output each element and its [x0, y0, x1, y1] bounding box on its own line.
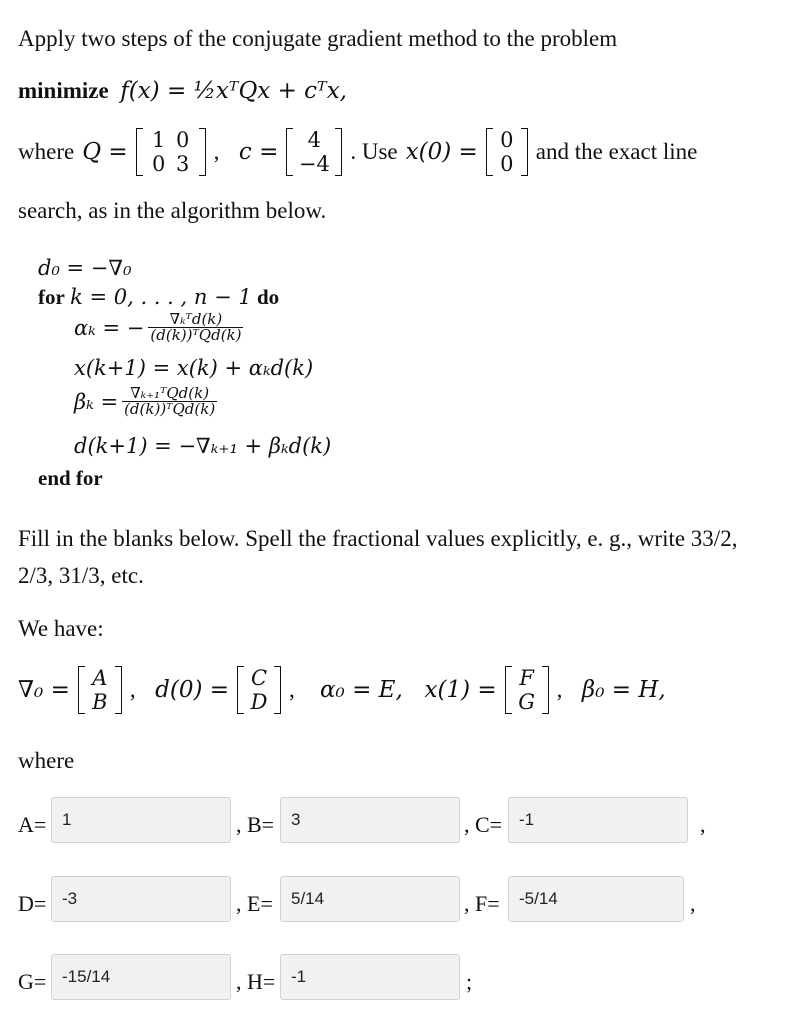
- d0-entry: C: [250, 666, 268, 690]
- where-word: where: [18, 139, 75, 164]
- beta-fraction: [122, 386, 217, 417]
- use-text: . Use: [350, 139, 398, 164]
- answer-G-input[interactable]: -15/14: [51, 954, 231, 1000]
- x1-entry: F: [519, 666, 534, 690]
- c-entry: −4: [298, 152, 330, 176]
- intro-text: Apply two steps of the conjugate gradient method to the problem: [18, 26, 618, 51]
- x1-label: x(1) =: [424, 677, 497, 703]
- answer-B-input[interactable]: 3: [280, 797, 460, 843]
- x1-vector: [505, 666, 549, 714]
- alpha-lhs: αₖ = −: [74, 315, 145, 340]
- answer-F-input[interactable]: -5/14: [508, 876, 684, 922]
- x0-vector: [486, 128, 528, 176]
- Q-entry: 3: [175, 152, 190, 176]
- objective-line: [18, 78, 347, 104]
- d0-entry: D: [250, 690, 268, 714]
- label-A: A=: [18, 812, 47, 837]
- label-B: , B=: [236, 812, 275, 837]
- Q-label: Q =: [82, 139, 128, 165]
- beta-denominator: (d(k))ᵀQd(k): [124, 400, 216, 418]
- algo-d0-line: d₀ = −∇₀: [38, 256, 132, 280]
- trailing-comma: ,: [690, 891, 696, 916]
- answer-D-input[interactable]: -3: [51, 876, 231, 922]
- x0-entry: 0: [500, 152, 514, 176]
- search-text: search, as in the algorithm below.: [18, 198, 327, 223]
- exact-line-text: and the exact line: [535, 139, 698, 164]
- Q-entry: 0: [175, 128, 190, 152]
- grad0-label: ∇₀ =: [18, 677, 70, 703]
- for-range: k = 0, . . . , n − 1: [70, 285, 252, 309]
- algo-for-line: [38, 285, 279, 310]
- grad0-entry: B: [92, 690, 108, 714]
- trailing-semicolon: ;: [466, 969, 473, 994]
- algo-x-update: x(k+1) = x(k) + αₖd(k): [74, 356, 314, 380]
- c-entry: 4: [307, 128, 322, 152]
- label-H: , H=: [236, 969, 276, 994]
- label-F: , F=: [464, 891, 500, 916]
- c-label: c =: [238, 139, 279, 165]
- answer-A-input[interactable]: 1: [51, 797, 231, 843]
- where-label: where: [18, 748, 75, 773]
- c-vector: [286, 128, 342, 176]
- grad0-entry: A: [92, 666, 108, 690]
- beta-numerator: ∇ₖ₊₁ᵀQd(k): [130, 384, 210, 402]
- beta-lhs: βₖ =: [74, 389, 119, 414]
- x1-entry: G: [518, 690, 536, 714]
- alpha0-expr: α₀ = E,: [320, 677, 403, 703]
- Q-matrix: [136, 128, 206, 176]
- we-have-label: We have:: [18, 616, 104, 641]
- beta0-expr: β₀ = H,: [581, 677, 666, 703]
- grad0-vector: [78, 666, 122, 714]
- x0-label: x(0) =: [405, 139, 478, 165]
- fill-instructions-line1: Fill in the blanks below. Spell the fractional values explicitly, e. g., write 33/2,: [18, 526, 738, 551]
- alpha-numerator: ∇ₖᵀd(k): [169, 310, 223, 328]
- x0-entry: 0: [500, 128, 514, 152]
- minimize-word: minimize: [18, 78, 109, 103]
- label-E: , E=: [236, 891, 273, 916]
- answer-H-input[interactable]: -1: [280, 954, 460, 1000]
- for-keyword: for: [38, 285, 65, 309]
- alpha-fraction: [148, 312, 243, 343]
- do-keyword: do: [256, 285, 280, 309]
- summary-line: ∇₀ = A B , d(0) = C D , α₀ = E, x(1) = F G , β₀ = H,: [18, 666, 666, 714]
- answer-C-input[interactable]: -1: [508, 797, 688, 843]
- trailing-comma: ,: [700, 812, 706, 837]
- answer-E-input[interactable]: 5/14: [280, 876, 460, 922]
- algo-end-for: end for: [38, 466, 103, 490]
- Q-entry: 1: [151, 128, 166, 152]
- label-G: G=: [18, 969, 47, 994]
- algo-d-update: d(k+1) = −∇ₖ₊₁ + βₖd(k): [74, 434, 332, 458]
- algo-alpha-line: [74, 312, 243, 343]
- fill-instructions-line2: 2/3, 31/3, etc.: [18, 563, 144, 588]
- alpha-denominator: (d(k))ᵀQd(k): [150, 326, 242, 344]
- d0-vector: [237, 666, 281, 714]
- label-C: , C=: [464, 812, 503, 837]
- objective-function: f(x) = ½xᵀQx + cᵀx,: [120, 78, 347, 104]
- Q-entry: 0: [151, 152, 166, 176]
- d0-label: d(0) =: [155, 677, 230, 703]
- definitions-line: where Q = 1 0 0 3 , c = 4 −4 . Use x(0) = 0 0 and the exact line: [18, 128, 698, 176]
- label-D: D=: [18, 891, 47, 916]
- algo-beta-line: [74, 386, 217, 417]
